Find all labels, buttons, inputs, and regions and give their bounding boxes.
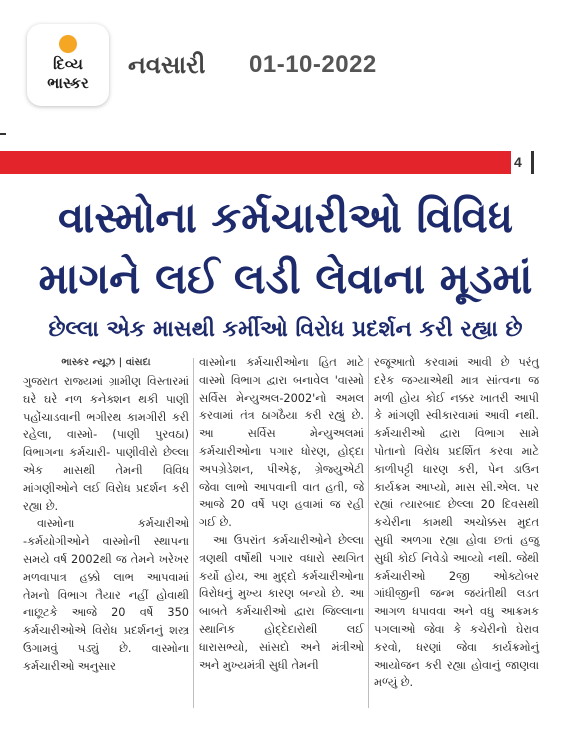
article-column-3 [374, 354, 539, 692]
byline: ભાસ્કર ન્યૂઝ | વાંસદા [61, 357, 151, 368]
subheadline: છેલ્લા એક માસથી કર્મીઓ વિરોધ પ્રદર્શન કરી રહ્યા છે [48, 317, 523, 342]
crop-mark [0, 133, 6, 135]
page-number-marker [531, 151, 534, 174]
divya-bhaskar-logo [27, 24, 109, 106]
article-column-2 [199, 354, 364, 674]
logo-text-line1: દિવ્ય [53, 55, 83, 73]
headline-line-2: માગને લઈ લડી લેવાના મૂડમાં [38, 254, 533, 303]
sun-icon [59, 35, 77, 53]
page-number: 4 [514, 154, 522, 170]
column-divider [368, 358, 369, 708]
edition-date: 01-10-2022 [249, 51, 377, 78]
paragraph: આ ઉપરાંત કર્મચારીઓને છેલ્લા ત્રણથી વર્ષોથી પગાર વધારો સ્થગિત કર્યો હોય, આ મુદ્દો કર્મચારીઓના વિરોધનું મુખ્ય કારણ બન્યો છે. આ બાબતે કર્મચારીઓ દ્વારા જિલ્લાના સ્થાનિક હોદ્દેદારોથી લઈ ધારાસભ્યો, સાંસદો અને મંત્રીઓ અને મુખ્યમંત્રી સુધી તેમની [199, 533, 364, 672]
logo-text-line2: ભાસ્કર [47, 74, 89, 92]
paragraph: વાસ્મોના કર્મચારીઓ -કર્મયોગીઓને વાસ્મોની સ્થાપના સમયે વર્ષ 2002થી જ તેમને ખરેખર મળવાપાત્ર હક્કો લાભ આપવામાં તેમનો વિભાગ તૈયાર નહીં હોવાથી નાછૂટકે આજે 20 વર્ષે 350 કર્મચારીઓએ વિરોધ પ્રદર્શનનું શસ્ત્ર ઉગામવું પડ્યું છે. વાસ્મોના કર્મચારીઓ અનુસાર [23, 517, 189, 673]
page-header-red-bar [0, 151, 511, 174]
paragraph: ગુજરાત રાજ્યમાં ગ્રામીણ વિસ્તારમાં ઘરે ઘરે નળ કનેક્શન થકી પાણી પહોંચાડવાની ભગીરથ કામગીરી કરી રહેલા, વાસ્મો- (પાણી પુરવઠા) વિભાગના કર્મચારી- પાણીવીરો છેલ્લા એક માસથી તેમની વિવિધ માંગણીઓને લઈ વિરોધ પ્રદર્શન કરી રહ્યા છે. [23, 375, 189, 513]
edition-name: નવસારી [128, 51, 206, 79]
paragraph: રજૂઆતો કરવામાં આવી છે પરંતુ દરેક જગ્યાએથી માત્ર સાંત્વના જ મળી હોય કોઈ નક્કર ખાતરી આપી કે માંગણી સ્વીકારવામાં આવી નથી. કર્મચારીઓ દ્વારા વિભાગ સામે પોતાનો વિરોધ પ્રદર્શિત કરવા માટે કાળીપટ્ટી ધારણ કરી, પેન ડાઉન કાર્યક્રમ આપ્યો, માસ સી.એલ. પર રહ્યાં ત્યારબાદ છેલ્લા 20 દિવસથી કચેરીના કામથી અચોક્કસ મુદત સુધી અળગા રહ્યા હોવા છતાં હજુ સુધી કોઈ નિવેડો આવ્યો નથી. જેથી કર્મચારીઓ 2જી ઓક્ટોબર ગાંધીજીની જન્મ જયંતીથી લડત આગળ ધપાવવા અને વધુ આક્રમક પગલાઓ જેવા કે કચેરીનો ઘેરાવ કરવો, ધરણાં જેવા કાર્યક્રમોનું આયોજન કરી રહ્યા હોવાનું જાણવા મળ્યું છે. [374, 356, 539, 690]
column-divider [193, 358, 194, 708]
paragraph: વાસ્મોના કર્મચારીઓના હિત માટે વાસ્મો વિભાગ દ્વારા બનાવેલ 'વાસ્મો સર્વિસ મેન્યુઅલ-2002'નો અમલ કરવામાં તંત્ર ઠાગઠૈયા કરી રહ્યું છે. આ સર્વિસ મેન્યુઅલમાં કર્મચારીઓના પગાર ધોરણ, હોદ્દા અપગ્રેડેશન, પીએફ, ગ્રેજ્યુએટી જેવા લાભો આપવાની વાત હતી, જે આજે 20 વર્ષે પણ હવામાં જ રહી ગઈ છે. [199, 356, 364, 530]
article-column-1 [23, 354, 189, 676]
headline-line-1: વાસ્મોના કર્મચારીઓ વિવિધ [57, 193, 514, 242]
